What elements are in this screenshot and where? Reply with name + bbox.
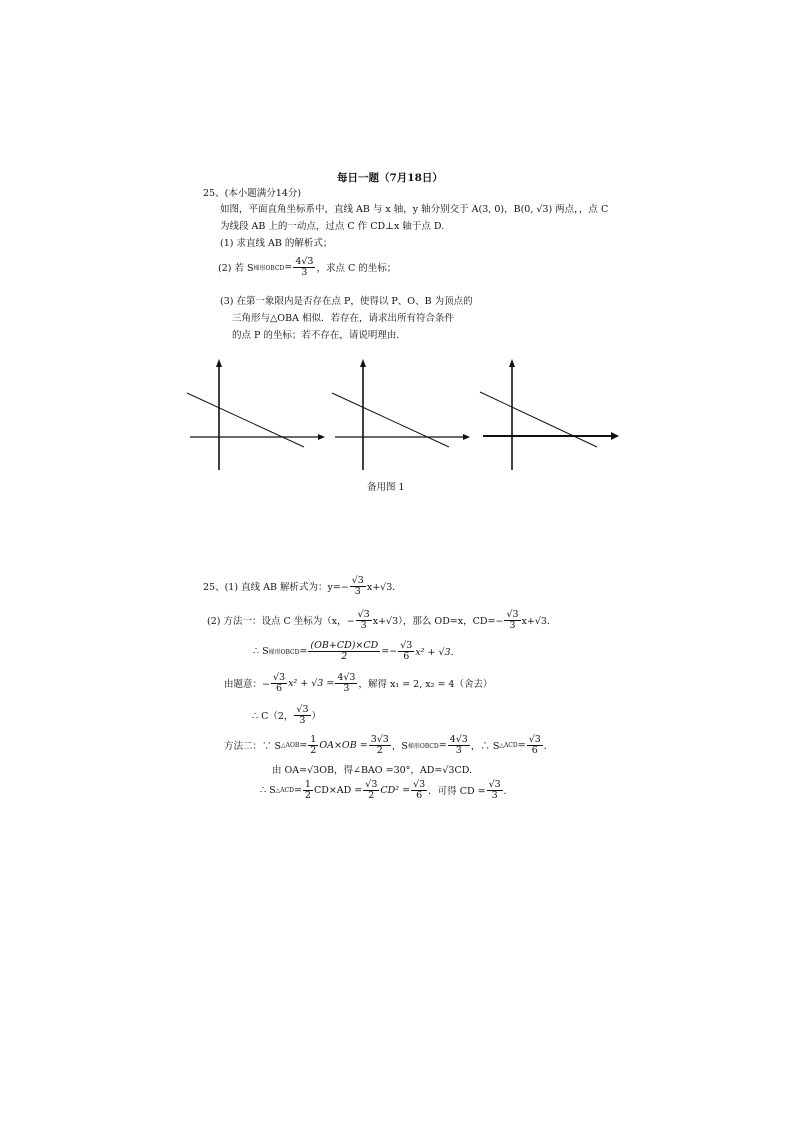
sol8-den: 2: [304, 789, 311, 801]
question-3-line2: 三角形与△OBA 相似．若存在，请求出所有符合条件: [232, 313, 454, 324]
sol3-prefix: ∴ S: [253, 645, 269, 657]
sol6-num4: √3: [528, 734, 541, 745]
sol8-num2: √3: [365, 779, 378, 790]
sol8-sub: △ACD: [275, 786, 294, 794]
sol4-mid: x² + √3 =: [288, 677, 335, 689]
sol6-num3: 4√3: [449, 734, 468, 745]
figure-3-line-ab: [480, 392, 597, 447]
question-2-num: 4√3: [295, 256, 314, 267]
question-2-den: 3: [301, 266, 308, 278]
solution-line-6: [224, 735, 553, 756]
sol1-den: 3: [354, 585, 361, 597]
sol8-den4: 3: [491, 789, 498, 801]
problem-intro-line2: 为线段 AB 上的一动点，过点 C 作 CD⊥x 轴于点 D.: [220, 221, 445, 232]
sol6-suffix: ．: [543, 741, 554, 753]
figure-3-y-arrow: [509, 359, 515, 367]
sol4-prefix: 由题意：−: [224, 679, 270, 691]
sol4-num: √3: [272, 672, 286, 683]
figure-2-x-arrow: [463, 434, 470, 440]
sol1-suffix: x+√3．: [366, 582, 402, 594]
sol6-num2: 3√3: [370, 734, 389, 745]
sol6-fraction-2: [369, 735, 391, 756]
sol4-suffix: ，解得 x₁ = 2, x₂ = 4（舍去）: [358, 679, 493, 691]
sol2-num2: √3: [506, 609, 519, 620]
sol8-suffix: ．可得 CD =: [428, 786, 486, 798]
sol4-den2: 3: [343, 682, 350, 694]
sol8-num: 1: [304, 779, 311, 790]
sol8-mid2: CD² =: [380, 784, 411, 796]
solution-line-1: [203, 576, 402, 597]
question-2: [218, 257, 396, 278]
sol2-den2: 3: [509, 619, 516, 631]
sol2-num: √3: [357, 609, 370, 620]
sol6-fraction-4: [527, 735, 543, 756]
sol2-fraction-1: [356, 610, 372, 631]
sol5-prefix: ∴ C（2，: [252, 711, 294, 723]
solution-line-3: [253, 641, 460, 662]
question-2-fraction: [293, 257, 315, 278]
sol8-num3: √3: [413, 779, 426, 790]
sol3-sub: 梯形OBCD: [268, 648, 300, 656]
sol4-fraction-2: [335, 673, 357, 694]
sol6-sub: △AOB: [281, 741, 300, 749]
figure-3-x-arrow: [611, 432, 619, 440]
question-3-line3: 的点 P 的坐标；若不存在，请说明理由．: [232, 330, 406, 341]
sol3-eq: =: [299, 645, 308, 657]
figure-1-y-arrow: [216, 359, 222, 367]
figure-2: [330, 355, 475, 475]
figure-2-y-arrow: [360, 359, 366, 367]
sol6-sub3: △ACD: [499, 741, 518, 749]
sol5-num: √3: [296, 704, 309, 715]
question-1: (1) 求直线 AB 的解析式；: [220, 238, 333, 249]
sol2-mid: x+√3），那么 OD=x，CD=−: [372, 616, 504, 628]
sol3-suffix: x² + √3．: [415, 647, 461, 659]
sol8-den3: 6: [416, 789, 423, 801]
sol4-num2: 4√3: [337, 672, 356, 683]
sol6-den3: 3: [455, 744, 462, 756]
sol6-mid3: ，∴ S: [470, 741, 500, 753]
figure-1: [185, 355, 330, 475]
question-2-eq: =: [284, 261, 293, 273]
sol3-mid: =−: [381, 645, 398, 657]
sol8-mid: CD×AD =: [313, 784, 363, 796]
sol1-num: √3: [351, 575, 364, 586]
sol6-fraction-3: [448, 735, 470, 756]
sol6-mid2: ，S: [391, 741, 408, 753]
sol8-den2: 2: [368, 789, 375, 801]
sol6-den2: 2: [376, 744, 383, 756]
sol3-fraction-2: [398, 641, 414, 662]
sol2-prefix: (2) 方法一：设点 C 坐标为（x，−: [207, 616, 355, 628]
sol3-fraction-1: [308, 641, 380, 662]
figure-caption: 备用图 1: [367, 482, 405, 493]
solution-line-8: [260, 780, 513, 801]
sol6-eq: =: [299, 739, 308, 751]
figure-2-line-ab: [332, 393, 449, 447]
problem-number: 25、(本小题满分14分): [203, 188, 302, 199]
page-title: 每日一题（7月18日）: [337, 172, 443, 184]
figure-3: [478, 355, 623, 475]
question-2-prefix: (2) 若 S: [218, 263, 254, 275]
sol6-eq3: =: [517, 739, 526, 751]
sol6-fraction-1: [308, 735, 318, 756]
sol6-den4: 6: [531, 744, 538, 756]
sol8-num4: √3: [488, 779, 501, 790]
sol3-den: 2: [341, 650, 348, 662]
sol1-prefix: 25、(1) 直线 AB 解析式为：y=−: [203, 582, 349, 594]
sol6-mid: OA×OB =: [319, 739, 368, 751]
sol6-sub2: 梯形OBCD: [407, 742, 439, 750]
sol3-den2: 6: [403, 650, 410, 662]
solution-line-2: [207, 610, 556, 631]
sol5-suffix: ）: [311, 711, 322, 723]
solution-line-5: [252, 705, 321, 726]
sol8-fraction-2: [363, 780, 379, 801]
sol5-den: 3: [299, 714, 306, 726]
sol8-end: ．: [503, 786, 514, 798]
sol6-eq2: =: [438, 739, 447, 751]
sol1-fraction: [350, 576, 366, 597]
question-2-sub: 梯形OBCD: [253, 264, 285, 272]
sol2-suffix: x+√3．: [521, 616, 557, 628]
sol8-fraction-4: [487, 780, 503, 801]
figure-1-line-ab: [187, 393, 304, 447]
sol8-prefix: ∴ S: [260, 784, 276, 796]
sol2-den: 3: [360, 619, 367, 631]
sol3-num: (OB+CD)×CD: [310, 640, 379, 651]
sol5-fraction: [294, 705, 310, 726]
sol6-den: 2: [310, 744, 317, 756]
sol8-fraction-3: [411, 780, 427, 801]
question-2-suffix: ，求点 C 的坐标；: [316, 263, 397, 275]
question-3-line1: (3) 在第一象限内是否存在点 P，使得以 P、O、B 为顶点的: [220, 296, 473, 307]
figure-1-x-arrow: [318, 434, 325, 440]
solution-line-4: [224, 673, 492, 694]
sol8-eq: =: [293, 784, 302, 796]
sol2-fraction-2: [504, 610, 520, 631]
sol4-den: 6: [276, 682, 283, 694]
sol4-fraction-1: [271, 673, 287, 694]
problem-intro-line1: 如图，平面直角坐标系中，直线 AB 与 x 轴，y 轴分别交于 A(3, 0)，B(0, √3) 两点，，点 C: [220, 204, 609, 215]
sol8-fraction-1: [303, 780, 313, 801]
sol6-prefix: 方法二：∵ S: [224, 741, 282, 753]
sol3-num2: √3: [400, 640, 413, 651]
sol6-num: 1: [310, 734, 317, 745]
solution-line-7: 由 OA=√3OB，得∠BAO =30°，AD=√3CD.: [272, 765, 473, 776]
